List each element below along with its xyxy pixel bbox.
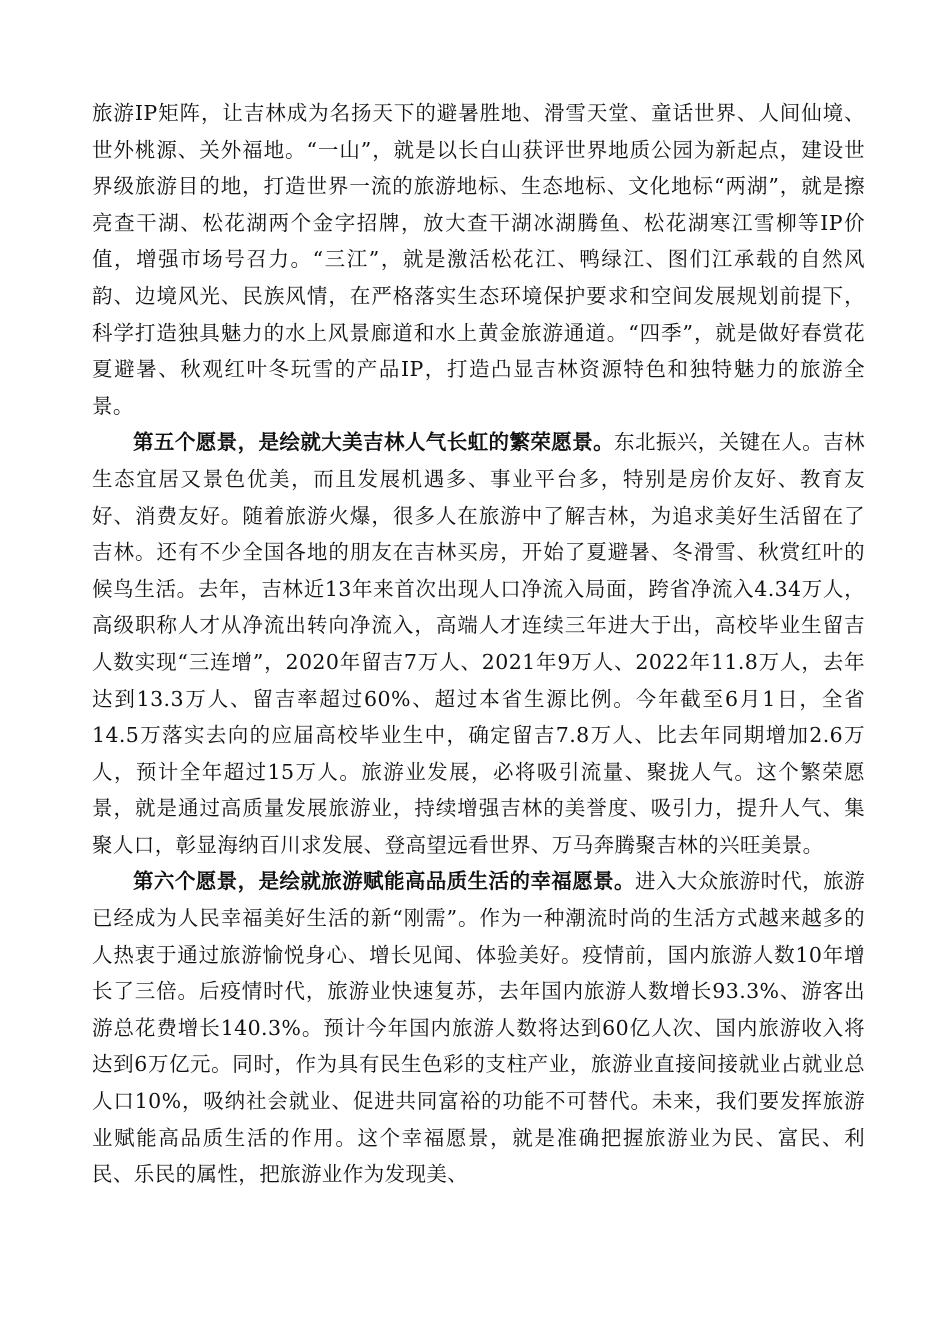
paragraph-2: [92, 424, 865, 863]
paragraph-1-text: 旅游IP矩阵，让吉林成为名扬天下的避暑胜地、滑雪天堂、童话世界、人间仙境、世外桃源、关外福地。“一山”，就是以长白山获评世界地质公园为新起点，建设世界级旅游目的地，打造世界一流的旅游地标、生态地标、文化地标“两湖”，就是擦亮查干湖、松花湖两个金字招牌，放大查干湖冰湖腾鱼、松花湖寒江雪柳等IP价值，增强市场号召力。“三江”，就是激活松花江、鸭绿江、图们江承载的自然风韵、边境风光、民族风情，在严格落实生态环境保护要求和空间发展规划前提下，科学打造独具魅力的水上风景廊道和水上黄金旅游通道。“四季”，就是做好春赏花夏避暑、秋观红叶冬玩雪的产品IP，打造凸显吉林资源特色和独特魅力的旅游全景。: [92, 101, 865, 418]
paragraph-3-text: 进入大众旅游时代，旅游已经成为人民幸福美好生活的新“刚需”。作为一种潮流时尚的生活方式越来越多的人热衷于通过旅游愉悦身心、增长见闻、体验美好。疫情前，国内旅游人数10年增长了三倍。后疫情时代，旅游业快速复苏，去年国内旅游人数增长93.3%、游客出游总花费增长140.3%。预计今年国内旅游人数将达到60亿人次、国内旅游收入将达到6万亿元。同时，作为具有民生色彩的支柱产业，旅游业直接间接就业占就业总人口10%，吸纳社会就业、促进共同富裕的功能不可替代。未来，我们要发挥旅游业赋能高品质生活的作用。这个幸福愿景，就是准确把握旅游业为民、富民、利民、乐民的属性，把旅游业作为发现美、: [92, 869, 865, 1187]
document-body: [92, 95, 865, 1193]
paragraph-3-heading: 第六个愿景，是绘就旅游赋能高品质生活的幸福愿景。: [133, 869, 635, 894]
paragraph-2-heading: 第五个愿景，是绘就大美吉林人气长虹的繁荣愿景。: [133, 430, 615, 455]
paragraph-1: [92, 95, 865, 424]
paragraph-2-text: 东北振兴，关键在人。吉林生态宜居又景色优美，而且发展机遇多、事业平台多，特别是房价友好、教育友好、消费友好。随着旅游火爆，很多人在旅游中了解吉林，为追求美好生活留在了吉林。还有不少全国各地的朋友在吉林买房，开始了夏避暑、冬滑雪、秋赏红叶的候鸟生活。去年，吉林近13年来首次出现人口净流入局面，跨省净流入4.34万人，高级职称人才从净流出转向净流入，高端人才连续三年进大于出，高校毕业生留吉人数实现“三连增”，2020年留吉7万人、2021年9万人、2022年11.8万人，去年达到13.3万人、留吉率超过60%、超过本省生源比例。今年截至6月1日，全省14.5万落实去向的应届高校毕业生中，确定留吉7.8万人、比去年同期增加2.6万人，预计全年超过15万人。旅游业发展，必将吸引流量、聚拢人气。这个繁荣愿景，就是通过高质量发展旅游业，持续增强吉林的美誉度、吸引力，提升人气、集聚人口，彰显海纳百川求发展、登高望远看世界、万马奔腾聚吉林的兴旺美景。: [92, 430, 865, 857]
paragraph-3: [92, 863, 865, 1192]
